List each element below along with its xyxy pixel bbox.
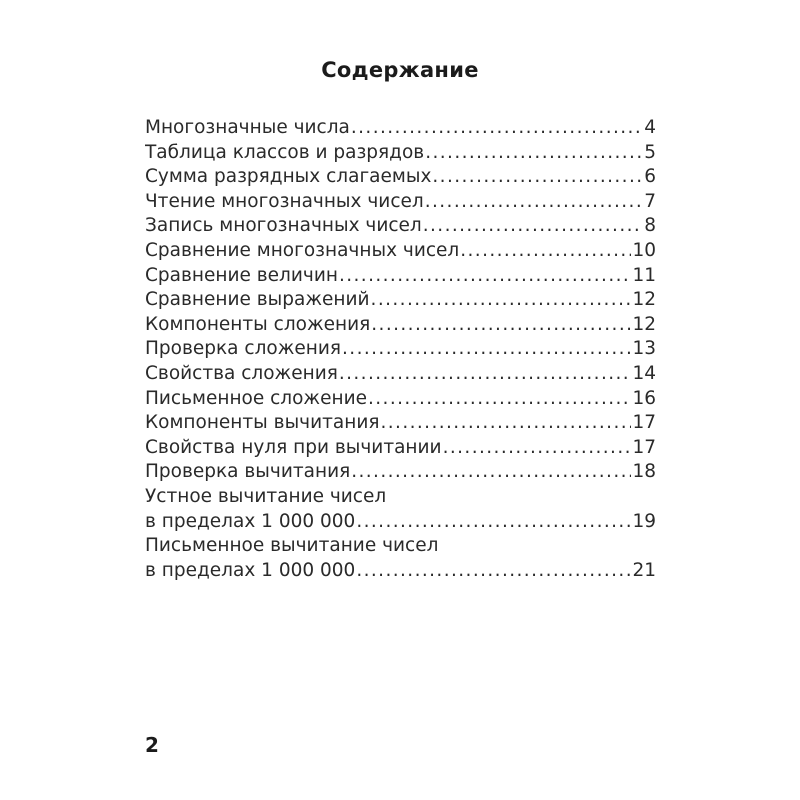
toc-entry-title: Многозначные числа [145, 117, 350, 138]
toc-entry[interactable] [145, 485, 656, 534]
page-title: Содержание [321, 58, 479, 82]
toc-entry[interactable] [145, 337, 656, 362]
toc-entry-line [145, 264, 656, 289]
toc-entry-line [145, 141, 656, 166]
dot-leader [423, 214, 643, 239]
dot-leader [351, 460, 631, 485]
toc-entry-page: 12 [632, 313, 656, 335]
table-of-contents [145, 116, 656, 583]
toc-entry[interactable] [145, 165, 656, 190]
toc-entry-page: 16 [632, 387, 656, 409]
toc-entry-title: Проверка сложения [145, 338, 342, 360]
dot-leader [356, 559, 631, 584]
toc-entry-page: 14 [632, 362, 656, 384]
toc-entry-title: в пределах 1 000 000 [145, 559, 356, 581]
toc-entry-page: 13 [632, 338, 656, 360]
page-number: 2 [145, 733, 159, 757]
dot-leader [425, 190, 644, 215]
toc-entry[interactable] [145, 141, 656, 166]
toc-entry-title: Сравнение многозначных чисел [145, 239, 460, 261]
toc-entry[interactable] [145, 214, 656, 239]
dot-leader [339, 264, 632, 289]
toc-entry-page: 11 [632, 264, 656, 286]
toc-entry-title: Сумма разрядных слагаемых [145, 166, 432, 188]
toc-entry[interactable] [145, 313, 656, 338]
toc-entry-line [145, 214, 656, 239]
dot-leader [443, 436, 632, 461]
toc-entry-line [145, 362, 656, 387]
toc-entry[interactable] [145, 460, 656, 485]
dot-leader [432, 165, 643, 190]
toc-entry[interactable] [145, 411, 656, 436]
toc-entry[interactable] [145, 362, 656, 387]
toc-entry-line [145, 510, 656, 535]
toc-entry-title: Свойства нуля при вычитании [145, 436, 442, 458]
toc-entry-page: 17 [632, 436, 656, 458]
dot-leader [380, 411, 631, 436]
toc-entry-title: Компоненты сложения [145, 313, 371, 335]
toc-entry-line [145, 460, 656, 485]
toc-entry-line [145, 387, 656, 412]
toc-entry-line [145, 239, 656, 264]
toc-entry-line [145, 559, 656, 584]
dot-leader [425, 141, 643, 166]
toc-entry-title: Таблица классов и разрядов [145, 141, 425, 163]
toc-entry[interactable] [145, 534, 656, 583]
toc-entry-page: 6 [644, 166, 656, 188]
toc-entry[interactable] [145, 264, 656, 289]
toc-entry-line [145, 436, 656, 461]
toc-entry-line [145, 116, 656, 141]
toc-entry-line [145, 485, 656, 510]
toc-entry-title: Запись многозначных чисел [145, 215, 422, 237]
toc-entry-line [145, 534, 656, 559]
toc-entry-page: 4 [644, 117, 656, 138]
toc-entry-page: 19 [632, 510, 656, 532]
dot-leader [371, 313, 631, 338]
toc-entry-line [145, 411, 656, 436]
toc-entry-title: в пределах 1 000 000 [145, 510, 356, 532]
toc-entry[interactable] [145, 190, 656, 215]
toc-entry-line [145, 190, 656, 215]
dot-leader [339, 362, 632, 387]
toc-entry-title: Компоненты вычитания [145, 412, 380, 434]
dot-leader [356, 510, 631, 535]
toc-entry-line [145, 313, 656, 338]
toc-entry-page: 8 [644, 215, 656, 237]
toc-entry[interactable] [145, 288, 656, 313]
toc-entry[interactable] [145, 387, 656, 412]
toc-entry-title: Письменное вычитание чисел [145, 535, 439, 557]
toc-entry[interactable] [145, 436, 656, 461]
toc-entry-line [145, 165, 656, 190]
toc-entry[interactable] [145, 239, 656, 264]
toc-entry-title: Сравнение величин [145, 264, 338, 286]
toc-entry-page: 21 [632, 559, 656, 581]
dot-leader [342, 337, 631, 362]
dot-leader [460, 239, 631, 264]
dot-leader [371, 288, 632, 313]
toc-entry-page: 5 [644, 141, 656, 163]
toc-entry-title: Письменное сложение [145, 387, 367, 409]
toc-entry-title: Устное вычитание чисел [145, 485, 387, 507]
toc-entry-line [145, 337, 656, 362]
toc-entry-page: 18 [632, 461, 656, 483]
dot-leader [351, 116, 643, 141]
toc-entry-title: Сравнение выражений [145, 289, 370, 311]
toc-entry[interactable] [145, 116, 656, 141]
toc-entry-page: 7 [644, 190, 656, 212]
toc-entry-line [145, 288, 656, 313]
dot-leader [368, 387, 631, 412]
toc-entry-page: 10 [632, 239, 656, 261]
toc-entry-page: 12 [632, 289, 656, 311]
toc-entry-title: Чтение многозначных чисел [145, 190, 424, 212]
toc-entry-page: 17 [632, 412, 656, 434]
toc-entry-title: Проверка вычитания [145, 461, 351, 483]
toc-entry-title: Свойства сложения [145, 362, 338, 384]
